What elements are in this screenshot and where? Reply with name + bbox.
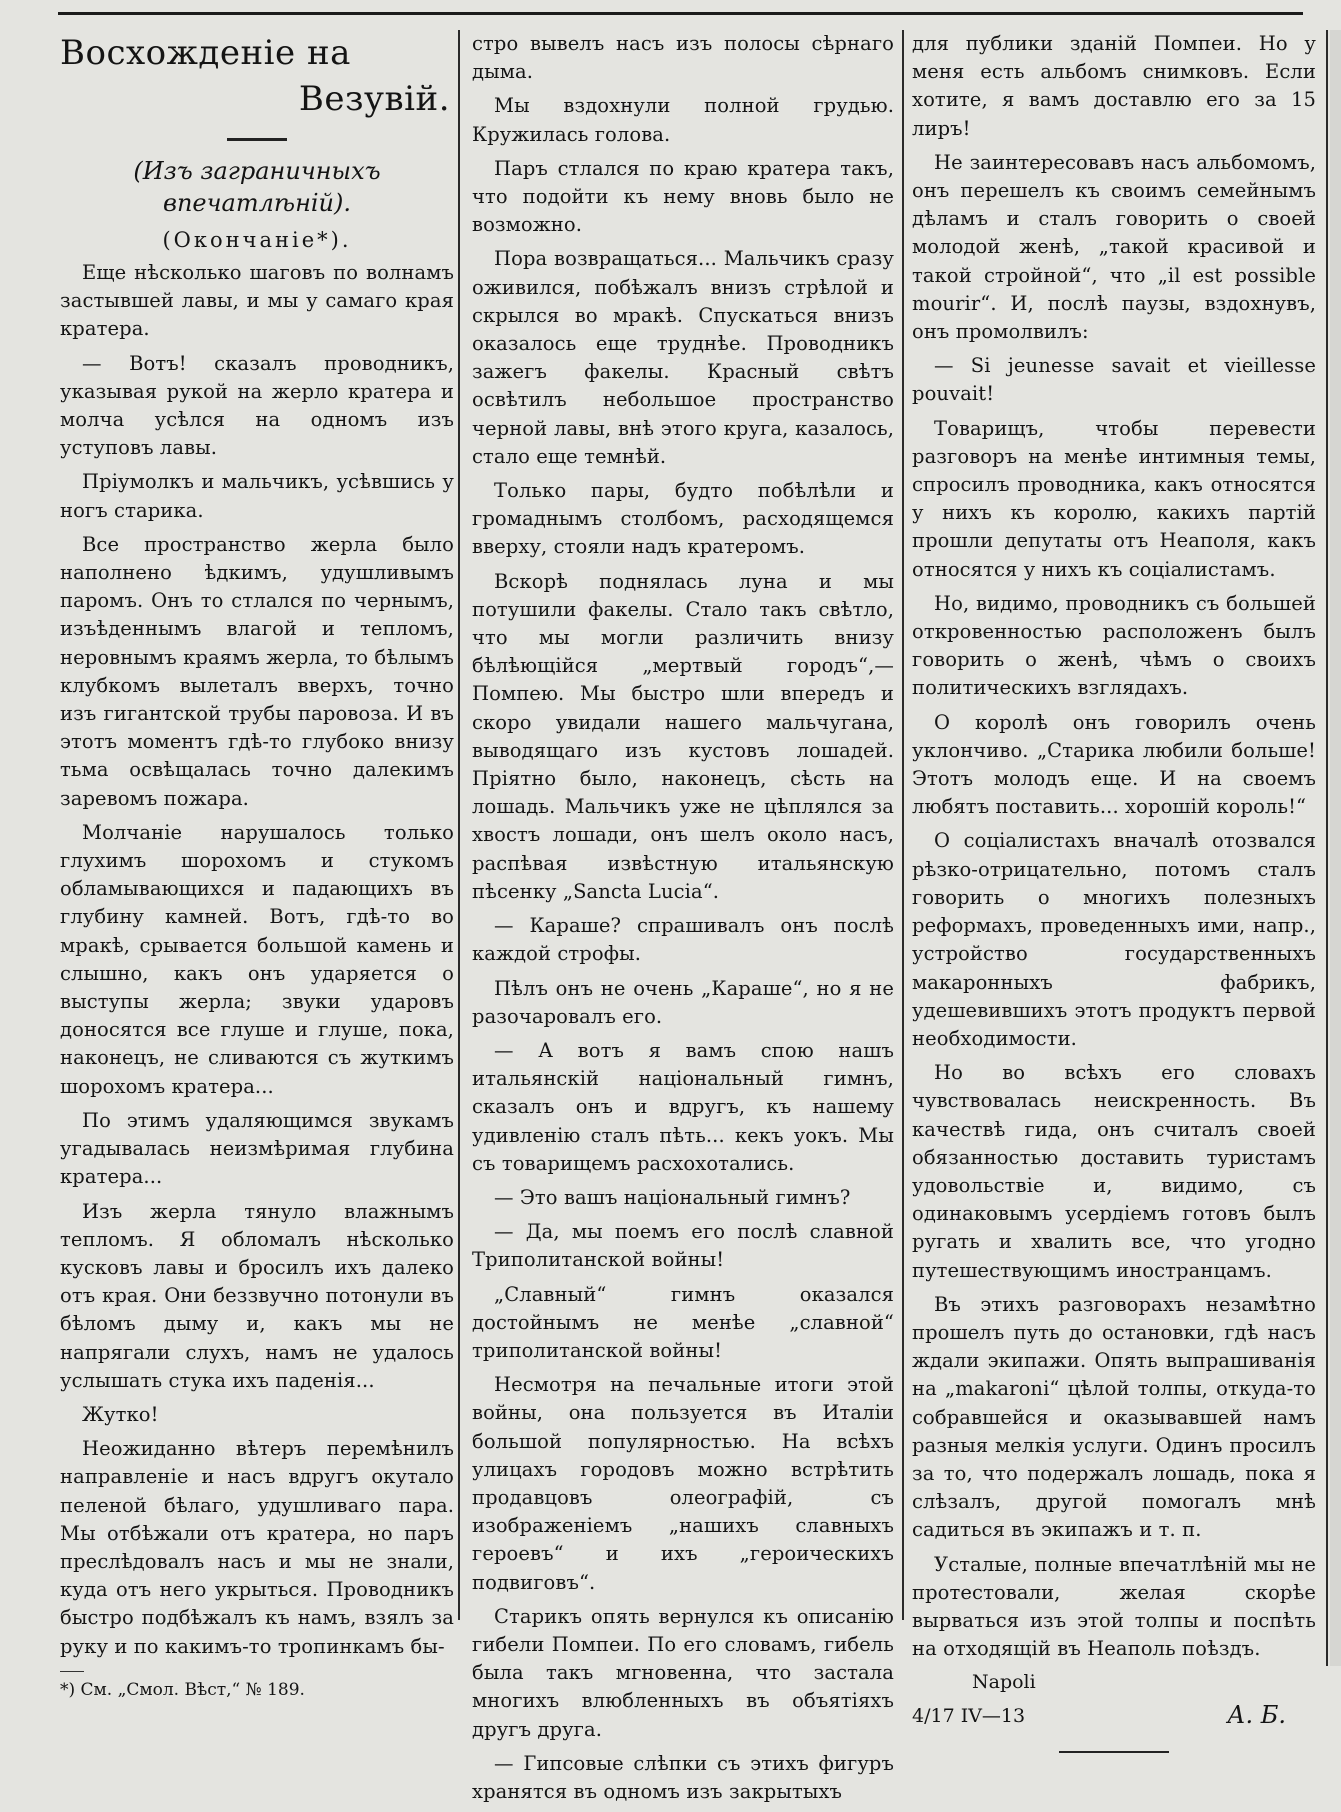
paragraph: Товарищъ, чтобы перевести разговоръ на менѣе интимныя темы, спросилъ проводника, какъ относятся у нихъ къ королю, какихъ партій прошли депутаты отъ Неаполя, какъ относятся у нихъ къ соціалистамъ. <box>912 416 1316 581</box>
paragraph: О соціалистахъ вначалѣ отозвался рѣзко-отрицательно, потомъ сталъ говорить о многихъ полезныхъ реформахъ, проведенныхъ ими, напр., устройство государственныхъ макаронныхъ фабрикъ, удешевившихъ этотъ продуктъ первой необходимости. <box>912 829 1316 1050</box>
signature-row <box>912 1701 1316 1729</box>
place-line: Napoli <box>972 1671 1036 1694</box>
paragraph: — Вотъ! сказалъ проводникъ, указывая рукой на жерло кратера и молча усѣлся на одномъ изъ уступовъ лавы. <box>60 351 454 460</box>
paragraph: По этимъ удаляющимся звукамъ угадывалась неизмѣримая глубина кратера... <box>60 1108 454 1189</box>
paragraph: Еще нѣсколько шаговъ по волнамъ застывшей лавы, и мы у самаго края кратера. <box>60 261 454 341</box>
paragraph: Жутко! <box>82 1402 159 1426</box>
paragraph: Усталые, полные впечатлѣній мы не протестовали, желая скорѣе вырваться изъ этой толпы и поспѣть на отходящій въ Неаполь поѣздъ. <box>912 1552 1316 1661</box>
paragraph: Пріумолкъ и мальчикъ, усѣвшись у ногъ старика. <box>60 470 454 522</box>
paragraph: Пѣлъ онъ не очень „Караше“, но я не разочаровалъ его. <box>472 976 894 1028</box>
paragraph: О королѣ онъ говорилъ очень уклончиво. „Старика любили больше! Этотъ молодъ еще. И на своемъ любятъ поставить... хорошій король!“ <box>912 710 1316 819</box>
paragraph: стро вывелъ насъ изъ полосы сѣрнаго дыма. <box>472 32 894 84</box>
paragraph: Мы вздохнули полной грудью. Кружилась голова. <box>472 94 894 146</box>
paragraph: — А вотъ я вамъ спою нашъ итальянскій національный гимнъ, сказалъ онъ и вдругъ, къ нашему удивленію сталъ пѣть... кекъ уокъ. Мы съ товарищемъ расхохотались. <box>472 1038 894 1175</box>
paragraph: Не заинтересовавъ насъ альбомомъ, онъ перешелъ къ своимъ семейнымъ дѣламъ и сталъ говорить о своей молодой женѣ, „такой красивой и такой стройной“, что „il est possible mourir“. И, послѣ паузы, вздохнувъ, онъ промолвилъ: <box>912 150 1316 344</box>
paragraph: — Караше? спрашивалъ онъ послѣ каждой строфы. <box>472 914 894 966</box>
column-divider <box>902 30 904 1620</box>
paragraph: Несмотря на печальные итоги этой войны, она пользуется въ Италіи большой популярностью. На всѣхъ улицахъ городовъ можно встрѣтить продавцовъ олеографій, съ изображеніемъ „нашихъ славныхъ героевъ“ и ихъ „героическихъ подвиговъ“. <box>472 1373 894 1594</box>
column-divider <box>1326 30 1328 1666</box>
paragraph: для публики зданій Помпеи. Но у меня есть альбомъ снимковъ. Если хотите, я вамъ доставлю его за 15 лиръ! <box>912 32 1316 140</box>
top-rule <box>58 12 1303 15</box>
paragraph: Изъ жерла тянуло влажнымъ тепломъ. Я обломалъ нѣсколько кусковъ лавы и бросилъ ихъ далеко отъ края. Они беззвучно потонули въ бѣломъ дыму и, какъ мы не напрягали слухъ, намъ не удалось услышать стука ихъ паденія... <box>60 1199 454 1392</box>
end-rule <box>1059 1751 1169 1753</box>
column-2 <box>472 30 894 1812</box>
paragraph: Паръ стлался по краю кратера такъ, что подойти къ нему вновь было не возможно. <box>472 156 894 237</box>
paragraph: Все пространство жерла было наполнено ѣдкимъ, удушливымъ паромъ. Онъ то стлался по чернымъ, изъѣденнымъ влагой и тепломъ, неровнымъ краямъ жерла, то бѣлымъ клубкомъ вылеталъ вверхъ, точно изъ гигантской трубы паровоза. И въ этотъ моментъ гдѣ-то глубоко внизу тьма освѣщалась точно далекимъ заревомъ пожара. <box>60 532 454 810</box>
paragraph: Молчаніе нарушалось только глухимъ шорохомъ и стукомъ обламывающихся и падающихъ въ глубину камней. Вотъ, гдѣ-то во мракѣ, срывается большой камень и слышно, какъ онъ ударяется о выступы жерла; звуки ударовъ доносятся все глуше и глуше, пока, наконецъ, не сливаются съ жуткимъ шорохомъ кратера... <box>60 820 454 1098</box>
paragraph: Въ этихъ разговорахъ незамѣтно прошелъ путь до остановки, гдѣ насъ ждали экипажи. Опять выпрашиванія на „makaroni“ цѣлой толпы, откуда-то собравшейся и оказывавшей намъ разныя мелкія услуги. Одинъ просилъ за то, что подержалъ лошадь, пока я слѣзалъ, другой помогалъ мнѣ садиться въ экипажъ и т. п. <box>912 1292 1316 1542</box>
paragraph: Вскорѣ поднялась луна и мы потушили факелы. Стало такъ свѣтло, что мы могли различить внизу бѣлѣющійся „мертвый городъ“,—Помпею. Мы быстро шли впередъ и скоро увидали нашего мальчугана, выводящаго изъ кустовъ лошадей. Пріятно было, наконецъ, сѣсть на лошадь. Мальчикъ уже не цѣплялся за хвостъ лошади, онъ шелъ около насъ, распѣвая извѣстную итальянскую пѣсенку „Sancta Lucia“. <box>472 569 894 903</box>
column-3 <box>912 30 1316 1753</box>
column-1 <box>60 30 454 1702</box>
continuation-note: (Окончаніе*). <box>162 228 352 252</box>
adjacent-column-edge <box>1330 30 1341 1666</box>
author-signature: А. Б. <box>1227 1701 1286 1730</box>
paragraph: Но, видимо, проводникъ съ большей откровенностью расположенъ былъ говорить о женѣ, чѣмъ о своихъ политическихъ взглядахъ. <box>912 591 1316 700</box>
column-divider <box>458 30 460 1620</box>
paragraph: — Да, мы поемъ его послѣ славной Триполитанской войны! <box>472 1220 894 1272</box>
title-line-1: Восхожденіе на <box>60 33 351 73</box>
footnote: *) См. „Смол. Вѣст,“ № 189. <box>60 1679 305 1700</box>
paragraph: Пора возвращаться... Мальчикъ сразу оживился, побѣжалъ внизъ стрѣлой и скрылся во мракѣ. Спускаться внизъ оказалось еще труднѣе. Проводникъ зажегъ факелы. Красный свѣтъ освѣтилъ небольшое пространство черной лавы, внѣ этого круга, казалось, стало еще темнѣй. <box>472 247 894 468</box>
paragraph: Но во всѣхъ его словахъ чувствовалась неискренность. Въ качествѣ гида, онъ считалъ своей обязанностью доставить туристамъ удовольствіе и, видимо, съ одинаковымъ усердіемъ готовъ былъ ругать и хвалить все, что угодно путешествующимъ иностранцамъ. <box>912 1061 1316 1282</box>
article-subtitle: (Изъ заграничныхъ впечатлѣній). <box>133 157 381 217</box>
footnote-rule <box>60 1671 84 1672</box>
paragraph: — Si jeunesse savait et vieillesse pouvait! <box>912 354 1316 406</box>
title-line-2: Везувій. <box>298 79 450 119</box>
paragraph: — Гипсовые слѣпки съ этихъ фигуръ хранятся въ одномъ изъ закрытыхъ <box>472 1751 894 1803</box>
paragraph: Только пары, будто побѣлѣли и громаднымъ столбомъ, расходящемся вверху, стояли надъ кратеромъ. <box>472 479 894 559</box>
paragraph: Старикъ опять вернулся къ описанію гибели Помпеи. По его словамъ, гибель была такъ мгновенна, что застала многихъ влюбленныхъ въ объятіяхъ другъ друга. <box>472 1604 894 1741</box>
paragraph: Неожиданно вѣтеръ перемѣнилъ направленіе и насъ вдругъ окутало пеленой бѣлаго, удушливаго пара. Мы отбѣжали отъ кратера, но паръ преслѣдовалъ насъ и мы не знали, куда отъ него укрыться. Проводникъ быстро подбѣжалъ къ намъ, взялъ за руку и по какимъ-то тропинкамъ бы- <box>60 1437 454 1658</box>
title-separator <box>227 138 287 141</box>
paragraph: — Это вашъ національный гимнъ? <box>494 1185 851 1209</box>
date-line: 4/17 IV—13 <box>912 1705 1026 1728</box>
article-title <box>60 30 454 122</box>
paragraph: „Славный“ гимнъ оказался достойнымъ не менѣе „славной“ триполитанской войны! <box>472 1282 894 1362</box>
